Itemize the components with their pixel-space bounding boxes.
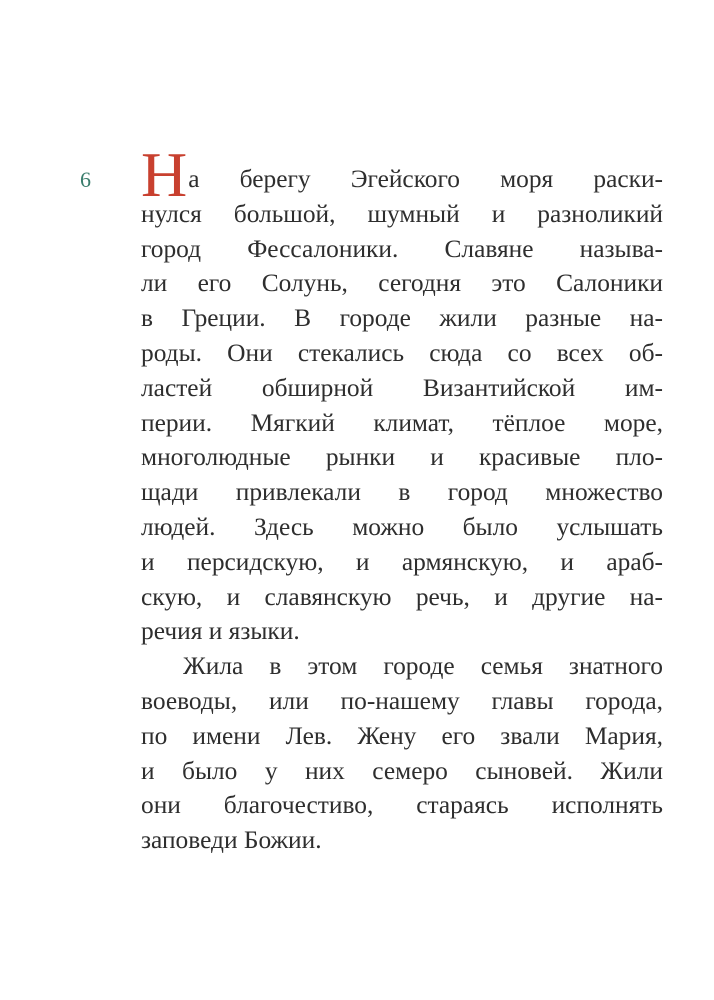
first-line [141, 138, 663, 210]
text-line: щади привлекали в город множество [141, 478, 663, 507]
text-line: перии. Мягкий климат, тёплое море, [141, 408, 663, 437]
text-line: воеводы, или по-нашему главы города, [141, 686, 663, 715]
text-line: людей. Здесь можно было услышать [141, 512, 663, 541]
text-line: Жила в этом городе семья знатного [183, 652, 663, 681]
text-line: они благочестиво, стараясь исполнять [141, 791, 663, 820]
text-line: ли его Солунь, сегодня это Салоники [141, 269, 663, 298]
text-line: и персидскую, и армянскую, и араб- [141, 547, 663, 576]
text-line: заповеди Божии. [141, 826, 322, 855]
page-number: 6 [80, 167, 91, 192]
paragraph-2 [141, 649, 663, 858]
text-line: в Греции. В городе жили разные на- [141, 304, 663, 333]
text-line: и было у них семеро сыновей. Жили [141, 756, 663, 785]
drop-cap: Н [141, 138, 188, 210]
text-line: роды. Они стекались сюда со всех об- [141, 338, 663, 367]
text-line: скую, и славянскую речь, и другие на- [141, 582, 663, 611]
body-text [141, 138, 663, 858]
text-line: по имени Лев. Жену его звали Мария, [141, 721, 663, 750]
text-line: многолюдные рынки и красивые пло- [141, 443, 663, 472]
text-line: ластей обширной Византийской им- [141, 373, 663, 402]
text-line: нулся большой, шумный и разноликий [141, 199, 663, 228]
text-line: речия и языки. [141, 617, 300, 646]
text-line: город Фессалоники. Славяне называ- [141, 234, 663, 263]
text-line: а берегу Эгейского моря раски- [188, 165, 663, 193]
paragraph-1 [141, 138, 663, 649]
